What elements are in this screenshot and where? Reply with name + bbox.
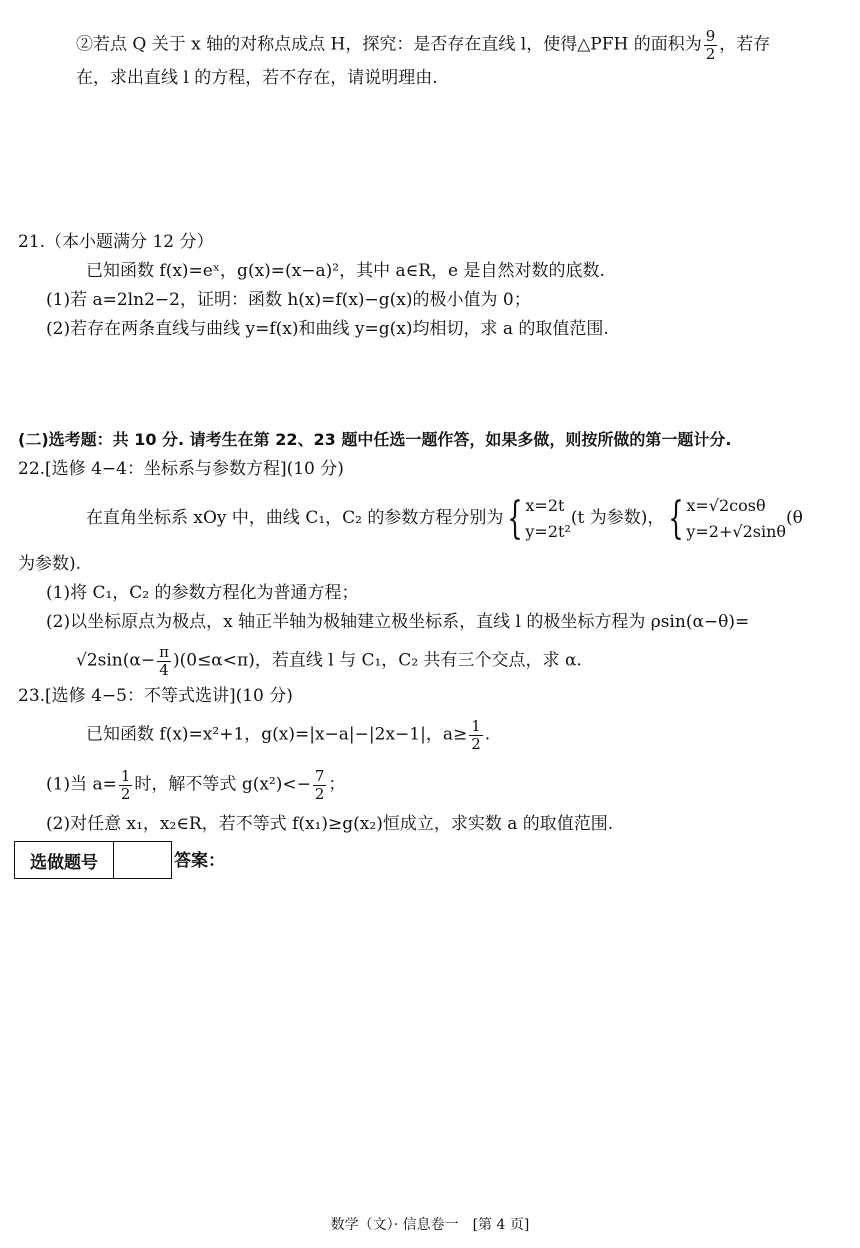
fraction-denominator: 2 xyxy=(471,734,481,753)
page-footer: 数学（文）· 信息卷一 [第 4 页] xyxy=(330,1217,530,1233)
q22-system-c2 xyxy=(686,493,786,545)
q21-header: 21.（本小题满分 12 分） xyxy=(18,232,214,252)
q23-part1-text-b: 时，解不等式 g(x²)<− xyxy=(134,774,311,795)
q22-part2-text-b: )(0≤α<π)，若直线 l 与 C₁，C₂ 共有三个交点，求 α. xyxy=(172,650,582,671)
q23-header: 23.[选修 4−5：不等式选讲](10 分) xyxy=(18,686,293,706)
q22-stem-text-b: (t 为参数)， xyxy=(570,508,665,528)
q22-stem-line2: 为参数). xyxy=(18,554,82,574)
answer-choice-field[interactable] xyxy=(114,842,171,878)
q23-stem-fraction xyxy=(469,718,483,752)
q22-system-c1 xyxy=(525,493,570,545)
q21-part1: (1)若 a=2ln2−2，证明：函数 h(x)=f(x)−g(x)的极小值为 0； xyxy=(46,290,531,310)
q23-stem-text-b: . xyxy=(484,724,491,745)
q23-part1 xyxy=(46,768,345,802)
answer-label: 答案： xyxy=(174,851,225,871)
q23-part1-text-c: ； xyxy=(328,774,346,795)
fraction-numerator: 1 xyxy=(120,767,131,785)
q23-part1-text-a: (1)当 a= xyxy=(46,774,117,795)
q20-part2-line2: 在，求出直线 l 的方程，若不存在，请说明理由. xyxy=(76,68,438,88)
q22-stem-text-c: (θ xyxy=(786,508,803,528)
left-brace-icon: { xyxy=(507,492,524,544)
q23-part1-fraction2 xyxy=(313,768,327,802)
fraction-numerator: π xyxy=(159,643,169,661)
system-line: x=√2cosθ xyxy=(686,495,766,515)
left-brace-icon: { xyxy=(668,492,685,544)
q21-part2: (2)若存在两条直线与曲线 y=f(x)和曲线 y=g(x)均相切，求 a 的取值范围. xyxy=(46,319,609,339)
q22-part1: (1)将 C₁，C₂ 的参数方程化为普通方程； xyxy=(46,583,359,603)
q22-header: 22.[选修 4−4：坐标系与参数方程](10 分) xyxy=(18,459,344,479)
fraction-denominator: 2 xyxy=(314,784,325,803)
q20-part2-line1 xyxy=(76,28,770,62)
q23-stem xyxy=(86,718,490,752)
q23-stem-text-a: 已知函数 f(x)=x²+1，g(x)=|x−a|−|2x−1|，a≥ xyxy=(86,724,468,745)
fraction-denominator: 2 xyxy=(120,784,131,803)
q20-part2-text-a: ②若点 Q 关于 x 轴的对称点成点 H，探究：是否存在直线 l，使得△PFH 的面积为 xyxy=(76,34,702,55)
q22-stem-text-a: 在直角坐标系 xOy 中，曲线 C₁，C₂ 的参数方程分别为 xyxy=(86,508,504,528)
section2-header: (二)选考题：共 10 分. 请考生在第 22、23 题中任选一题作答，如果多做，则按所做的第一题计分. xyxy=(18,430,732,449)
q23-part1-fraction1 xyxy=(119,768,133,802)
q23-part2: (2)对任意 x₁，x₂∈R，若不等式 f(x₁)≥g(x₂)恒成立，求实数 a 的取值范围. xyxy=(46,814,614,834)
system-line: y=2+√2sinθ xyxy=(686,521,787,541)
fraction-denominator: 4 xyxy=(159,660,169,679)
answer-choice-box xyxy=(14,841,172,879)
q22-pi-fraction xyxy=(157,644,171,678)
q20-area-fraction xyxy=(704,28,718,62)
q21-stem: 已知函数 f(x)=eˣ，g(x)=(x−a)²，其中 a∈R，e 是自然对数的底数. xyxy=(86,261,605,281)
fraction-numerator: 1 xyxy=(471,717,481,735)
q22-part2-line1: (2)以坐标原点为极点，x 轴正半轴为极轴建立极坐标系，直线 l 的极坐标方程为 ρsin(α−θ)= xyxy=(46,612,750,632)
q22-part2-line2 xyxy=(76,644,582,678)
fraction-denominator: 2 xyxy=(705,44,716,63)
system-line: y=2t² xyxy=(525,521,571,541)
system-line: x=2t xyxy=(525,495,565,515)
q22-stem xyxy=(86,490,803,546)
answer-choice-label: 选做题号 xyxy=(15,842,114,878)
fraction-numerator: 7 xyxy=(314,767,325,785)
q20-part2-text-b: ，若存 xyxy=(719,34,771,55)
q22-part2-text-a: √2sin(α− xyxy=(76,650,156,671)
fraction-numerator: 9 xyxy=(705,27,716,45)
